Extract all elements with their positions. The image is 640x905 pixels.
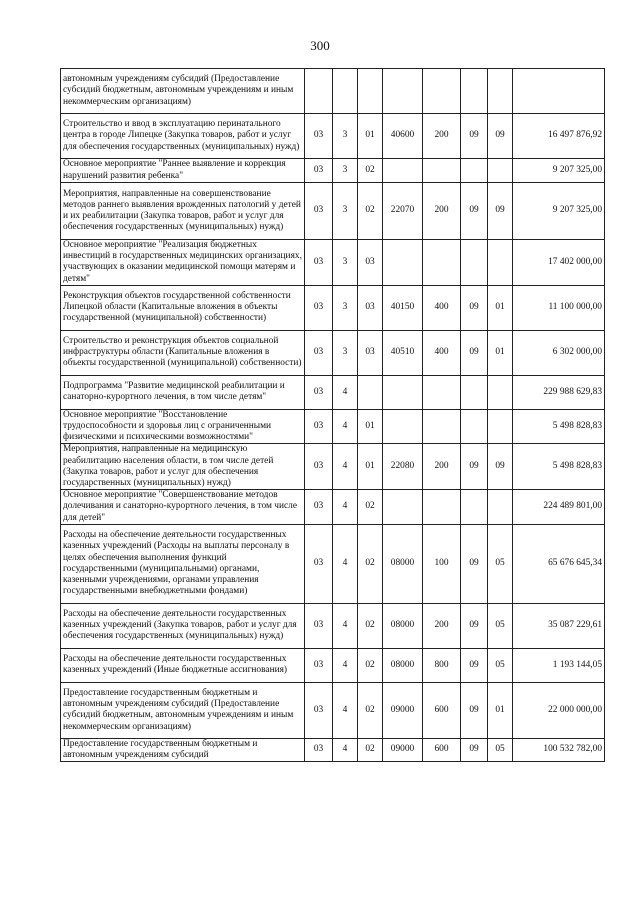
table-body: [61, 69, 605, 762]
direction-code-cell: 09000: [383, 682, 423, 738]
amount-cell: 35 087 229,61: [513, 603, 605, 648]
activity-code-cell: 02: [358, 183, 383, 240]
table-row: [61, 159, 605, 183]
program-code-cell: 03: [305, 330, 333, 375]
amount-cell: 229 988 629,83: [513, 375, 605, 409]
section-code-cell: 09: [461, 183, 488, 240]
expense-type-code-cell: 200: [423, 114, 461, 159]
row-name-cell: автономным учреждениям субсидий (Предоставление субсидий бюджетным, автономным учреждениям и иным некоммерческим организациям): [61, 69, 305, 114]
row-name-cell: Подпрограмма "Развитие медицинской реабилитации и санаторно-курортного лечения, в том числе детям": [61, 375, 305, 409]
table-row: [61, 330, 605, 375]
section-code-cell: 09: [461, 524, 488, 603]
row-name-cell: Основное мероприятие "Раннее выявление и коррекция нарушений развития ребенка": [61, 159, 305, 183]
subsection-code-cell: 05: [488, 603, 513, 648]
amount-cell: 6 302 000,00: [513, 330, 605, 375]
subsection-code-cell: 05: [488, 648, 513, 682]
row-name-cell: Расходы на обеспечение деятельности государственных казенных учреждений (Закупка товаров, работ и услуг для обеспечения государственных (муниципальных) нужд): [61, 603, 305, 648]
activity-code-cell: [358, 69, 383, 114]
program-code-cell: 03: [305, 444, 333, 490]
direction-code-cell: 22070: [383, 183, 423, 240]
expense-type-code-cell: [423, 159, 461, 183]
activity-code-cell: 02: [358, 524, 383, 603]
subprogram-code-cell: [333, 69, 358, 114]
amount-cell: 1 193 144,05: [513, 648, 605, 682]
row-name-cell: Предоставление государственным бюджетным и автономным учреждениям субсидий: [61, 738, 305, 761]
activity-code-cell: 01: [358, 444, 383, 490]
table-row: [61, 648, 605, 682]
program-code-cell: 03: [305, 159, 333, 183]
expense-type-code-cell: 600: [423, 738, 461, 761]
amount-cell: 11 100 000,00: [513, 285, 605, 330]
activity-code-cell: 03: [358, 330, 383, 375]
row-name-cell: Мероприятия, направленные на медицинскую реабилитацию населения области, в том числе детей (Закупка товаров, работ и услуг для обеспечения государственных (муниципальных) нужд): [61, 444, 305, 490]
expense-type-code-cell: [423, 69, 461, 114]
program-code-cell: 03: [305, 682, 333, 738]
table-row: [61, 603, 605, 648]
amount-cell: 224 489 801,00: [513, 490, 605, 525]
table-row: [61, 183, 605, 240]
subsection-code-cell: [488, 69, 513, 114]
program-code-cell: [305, 69, 333, 114]
subsection-code-cell: 09: [488, 183, 513, 240]
direction-code-cell: 40150: [383, 285, 423, 330]
subprogram-code-cell: 3: [333, 114, 358, 159]
subprogram-code-cell: 3: [333, 159, 358, 183]
program-code-cell: 03: [305, 183, 333, 240]
subprogram-code-cell: 3: [333, 240, 358, 286]
program-code-cell: 03: [305, 375, 333, 409]
direction-code-cell: 09000: [383, 738, 423, 761]
subprogram-code-cell: 4: [333, 524, 358, 603]
section-code-cell: 09: [461, 738, 488, 761]
activity-code-cell: 02: [358, 603, 383, 648]
row-name-cell: Реконструкция объектов государственной собственности Липецкой области (Капитальные вложения в объекты государственной (муниципальной) собственности): [61, 285, 305, 330]
row-name-cell: Основное мероприятие "Совершенствование методов долечивания и санаторно-курортного лечения, в том числе для детей": [61, 490, 305, 525]
direction-code-cell: [383, 375, 423, 409]
section-code-cell: 09: [461, 444, 488, 490]
subprogram-code-cell: 3: [333, 183, 358, 240]
activity-code-cell: 03: [358, 240, 383, 286]
direction-code-cell: [383, 159, 423, 183]
section-code-cell: 09: [461, 285, 488, 330]
amount-cell: 22 000 000,00: [513, 682, 605, 738]
program-code-cell: 03: [305, 648, 333, 682]
amount-cell: 65 676 645,34: [513, 524, 605, 603]
program-code-cell: 03: [305, 603, 333, 648]
row-name-cell: Строительство и ввод в эксплуатацию перинатального центра в городе Липецке (Закупка товаров, работ и услуг для обеспечения государственных (муниципальных) нужд): [61, 114, 305, 159]
subsection-code-cell: [488, 490, 513, 525]
subsection-code-cell: 09: [488, 114, 513, 159]
direction-code-cell: [383, 240, 423, 286]
section-code-cell: [461, 69, 488, 114]
program-code-cell: 03: [305, 285, 333, 330]
subprogram-code-cell: 4: [333, 682, 358, 738]
direction-code-cell: [383, 69, 423, 114]
subsection-code-cell: 09: [488, 444, 513, 490]
table-row: [61, 285, 605, 330]
subprogram-code-cell: 4: [333, 409, 358, 444]
page-number: 300: [310, 38, 330, 53]
subsection-code-cell: 05: [488, 738, 513, 761]
expense-type-code-cell: 200: [423, 183, 461, 240]
program-code-cell: 03: [305, 409, 333, 444]
program-code-cell: 03: [305, 490, 333, 525]
subsection-code-cell: 01: [488, 285, 513, 330]
subprogram-code-cell: 4: [333, 490, 358, 525]
expense-type-code-cell: [423, 490, 461, 525]
table-row: [61, 114, 605, 159]
section-code-cell: [461, 159, 488, 183]
expense-type-code-cell: 600: [423, 682, 461, 738]
amount-cell: 5 498 828,83: [513, 409, 605, 444]
activity-code-cell: 01: [358, 114, 383, 159]
expense-type-code-cell: [423, 240, 461, 286]
amount-cell: 9 207 325,00: [513, 183, 605, 240]
program-code-cell: 03: [305, 738, 333, 761]
activity-code-cell: [358, 375, 383, 409]
subprogram-code-cell: 4: [333, 375, 358, 409]
table-row: [61, 69, 605, 114]
subsection-code-cell: [488, 159, 513, 183]
table-row: [61, 524, 605, 603]
subsection-code-cell: 05: [488, 524, 513, 603]
activity-code-cell: 02: [358, 738, 383, 761]
section-code-cell: [461, 375, 488, 409]
activity-code-cell: 02: [358, 648, 383, 682]
budget-table: [60, 68, 605, 762]
section-code-cell: 09: [461, 603, 488, 648]
row-name-cell: Предоставление государственным бюджетным и автономным учреждениям субсидий (Предоставление субсидий бюджетным, автономным учреждениям и иным некоммерческим организациям): [61, 682, 305, 738]
subsection-code-cell: 01: [488, 330, 513, 375]
expense-type-code-cell: 200: [423, 603, 461, 648]
direction-code-cell: [383, 490, 423, 525]
amount-cell: 16 497 876,92: [513, 114, 605, 159]
direction-code-cell: 08000: [383, 648, 423, 682]
row-name-cell: Основное мероприятие "Восстановление трудоспособности и здоровья лиц с ограниченными физическими и психическими возможностями": [61, 409, 305, 444]
subsection-code-cell: [488, 375, 513, 409]
section-code-cell: 09: [461, 330, 488, 375]
direction-code-cell: 40600: [383, 114, 423, 159]
expense-type-code-cell: 400: [423, 285, 461, 330]
subsection-code-cell: [488, 240, 513, 286]
expense-type-code-cell: [423, 375, 461, 409]
table-row: [61, 444, 605, 490]
expense-type-code-cell: 100: [423, 524, 461, 603]
table-row: [61, 490, 605, 525]
subprogram-code-cell: 4: [333, 648, 358, 682]
activity-code-cell: 02: [358, 682, 383, 738]
expense-type-code-cell: [423, 409, 461, 444]
amount-cell: 100 532 782,00: [513, 738, 605, 761]
subprogram-code-cell: 4: [333, 738, 358, 761]
section-code-cell: [461, 409, 488, 444]
row-name-cell: Расходы на обеспечение деятельности государственных казенных учреждений (Иные бюджетные ассигнования): [61, 648, 305, 682]
expense-type-code-cell: 800: [423, 648, 461, 682]
table-row: [61, 682, 605, 738]
table-row: [61, 240, 605, 286]
direction-code-cell: 08000: [383, 603, 423, 648]
row-name-cell: Основное мероприятие "Реализация бюджетных инвестиций в государственных медицинских организациях, участвующих в оказании медицинской помощи матерям и детям": [61, 240, 305, 286]
amount-cell: 9 207 325,00: [513, 159, 605, 183]
amount-cell: 5 498 828,83: [513, 444, 605, 490]
section-code-cell: 09: [461, 114, 488, 159]
program-code-cell: 03: [305, 114, 333, 159]
activity-code-cell: 02: [358, 490, 383, 525]
subprogram-code-cell: 3: [333, 330, 358, 375]
expense-type-code-cell: 200: [423, 444, 461, 490]
subprogram-code-cell: 4: [333, 444, 358, 490]
program-code-cell: 03: [305, 524, 333, 603]
subsection-code-cell: [488, 409, 513, 444]
activity-code-cell: 03: [358, 285, 383, 330]
section-code-cell: 09: [461, 682, 488, 738]
direction-code-cell: 08000: [383, 524, 423, 603]
row-name-cell: Мероприятия, направленные на совершенствование методов раннего выявления врожденных патологий у детей и их реабилитации (Закупка товаров, работ и услуг для обеспечения государственных (муниципальных) нужд): [61, 183, 305, 240]
subsection-code-cell: 01: [488, 682, 513, 738]
expense-type-code-cell: 400: [423, 330, 461, 375]
direction-code-cell: [383, 409, 423, 444]
amount-cell: [513, 69, 605, 114]
subprogram-code-cell: 3: [333, 285, 358, 330]
row-name-cell: Расходы на обеспечение деятельности государственных казенных учреждений (Расходы на выплаты персоналу в целях обеспечения выполнения функций государственными (муниципальными) органами, казенными учреждениями, органами управления государственными внебюджетными фондами): [61, 524, 305, 603]
direction-code-cell: 22080: [383, 444, 423, 490]
activity-code-cell: 02: [358, 159, 383, 183]
row-name-cell: Строительство и реконструкция объектов социальной инфраструктуры области (Капитальные вложения в объекты государственной (муниципальной) собственности): [61, 330, 305, 375]
table-row: [61, 409, 605, 444]
subprogram-code-cell: 4: [333, 603, 358, 648]
section-code-cell: 09: [461, 648, 488, 682]
table-row: [61, 738, 605, 761]
section-code-cell: [461, 490, 488, 525]
section-code-cell: [461, 240, 488, 286]
table-row: [61, 375, 605, 409]
activity-code-cell: 01: [358, 409, 383, 444]
amount-cell: 17 402 000,00: [513, 240, 605, 286]
direction-code-cell: 40510: [383, 330, 423, 375]
program-code-cell: 03: [305, 240, 333, 286]
